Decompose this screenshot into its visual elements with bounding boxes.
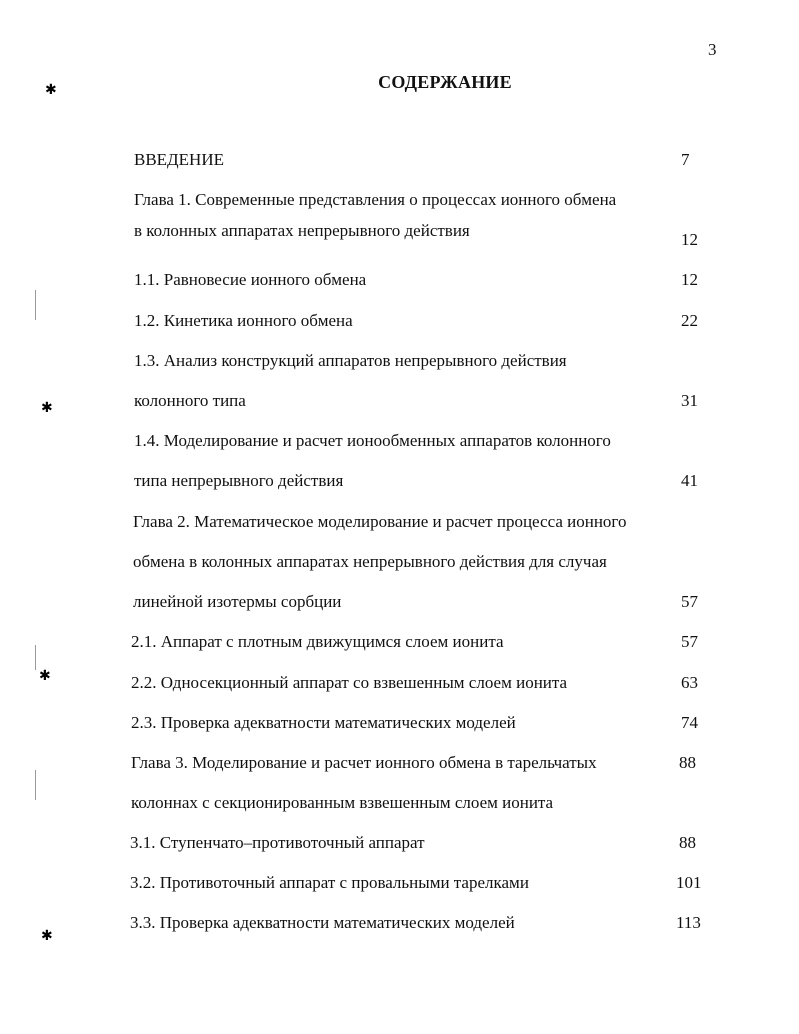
scan-artifact-speck [35, 290, 36, 320]
toc-entry-3-1: 3.1. Ступенчато–противоточный аппарат [130, 833, 425, 852]
toc-page-3-3: 113 [676, 913, 701, 932]
toc-page-intro: 7 [681, 150, 690, 169]
page-title: СОДЕРЖАНИЕ [378, 72, 512, 92]
toc-page-2-2: 63 [681, 673, 698, 692]
scan-artifact-mark: ✱ [41, 928, 53, 944]
toc-entry-chapter-3-line-2: колоннах с секционированным взвешенным слоем ионита [131, 793, 554, 812]
toc-page-3-1: 88 [679, 833, 696, 852]
toc-entry-chapter-2-line-1: Глава 2. Математическое моделирование и расчет процесса ионного [133, 512, 627, 531]
scan-artifact-mark: ✱ [41, 400, 53, 416]
scan-artifact-speck [35, 645, 36, 670]
toc-entry-1-3-line-1: 1.3. Анализ конструкций аппаратов непрерывного действия [134, 351, 567, 370]
toc-page-1-3: 31 [681, 391, 698, 410]
toc-page-2-1: 57 [681, 632, 698, 651]
page-number: 3 [708, 40, 717, 59]
toc-entry-chapter-1-line-2: в колонных аппаратах непрерывного действия [134, 221, 470, 240]
toc-entry-3-2: 3.2. Противоточный аппарат с провальными тарелками [130, 873, 529, 892]
toc-entry-2-3: 2.3. Проверка адекватности математических моделей [131, 713, 516, 732]
scan-artifact-mark: ✱ [39, 668, 51, 684]
toc-entry-chapter-2-line-3: линейной изотермы сорбции [133, 592, 342, 611]
scan-artifact-speck [35, 770, 36, 800]
toc-page-3-2: 101 [676, 873, 702, 892]
toc-entry-chapter-3-line-1: Глава 3. Моделирование и расчет ионного обмена в тарельчатых [131, 753, 597, 772]
toc-entry-1-1: 1.1. Равновесие ионного обмена [134, 270, 367, 289]
toc-page-chapter-3: 88 [679, 753, 696, 772]
toc-entry-1-4-line-2: типа непрерывного действия [134, 471, 344, 490]
toc-entry-1-3-line-2: колонного типа [134, 391, 246, 410]
toc-page-chapter-1: 12 [681, 230, 698, 249]
toc-page-2-3: 74 [681, 713, 698, 732]
toc-entry-chapter-1-line-1: Глава 1. Современные представления о процессах ионного обмена [134, 190, 617, 209]
toc-page-chapter-2: 57 [681, 592, 698, 611]
toc-entry-2-1: 2.1. Аппарат с плотным движущимся слоем ионита [131, 632, 504, 651]
toc-page-1-1: 12 [681, 270, 698, 289]
scan-artifact-mark: ✱ [45, 82, 57, 98]
toc-page-1-4: 41 [681, 471, 698, 490]
toc-entry-3-3: 3.3. Проверка адекватности математических моделей [130, 913, 515, 932]
toc-entry-1-4-line-1: 1.4. Моделирование и расчет ионообменных аппаратов колонного [134, 431, 611, 450]
toc-page-1-2: 22 [681, 311, 698, 330]
toc-entry-2-2: 2.2. Односекционный аппарат со взвешенным слоем ионита [131, 673, 568, 692]
toc-entry-chapter-2-line-2: обмена в колонных аппаратах непрерывного действия для случая [133, 552, 607, 571]
toc-entry-intro: ВВЕДЕНИЕ [134, 150, 224, 169]
toc-entry-1-2: 1.2. Кинетика ионного обмена [134, 311, 353, 330]
